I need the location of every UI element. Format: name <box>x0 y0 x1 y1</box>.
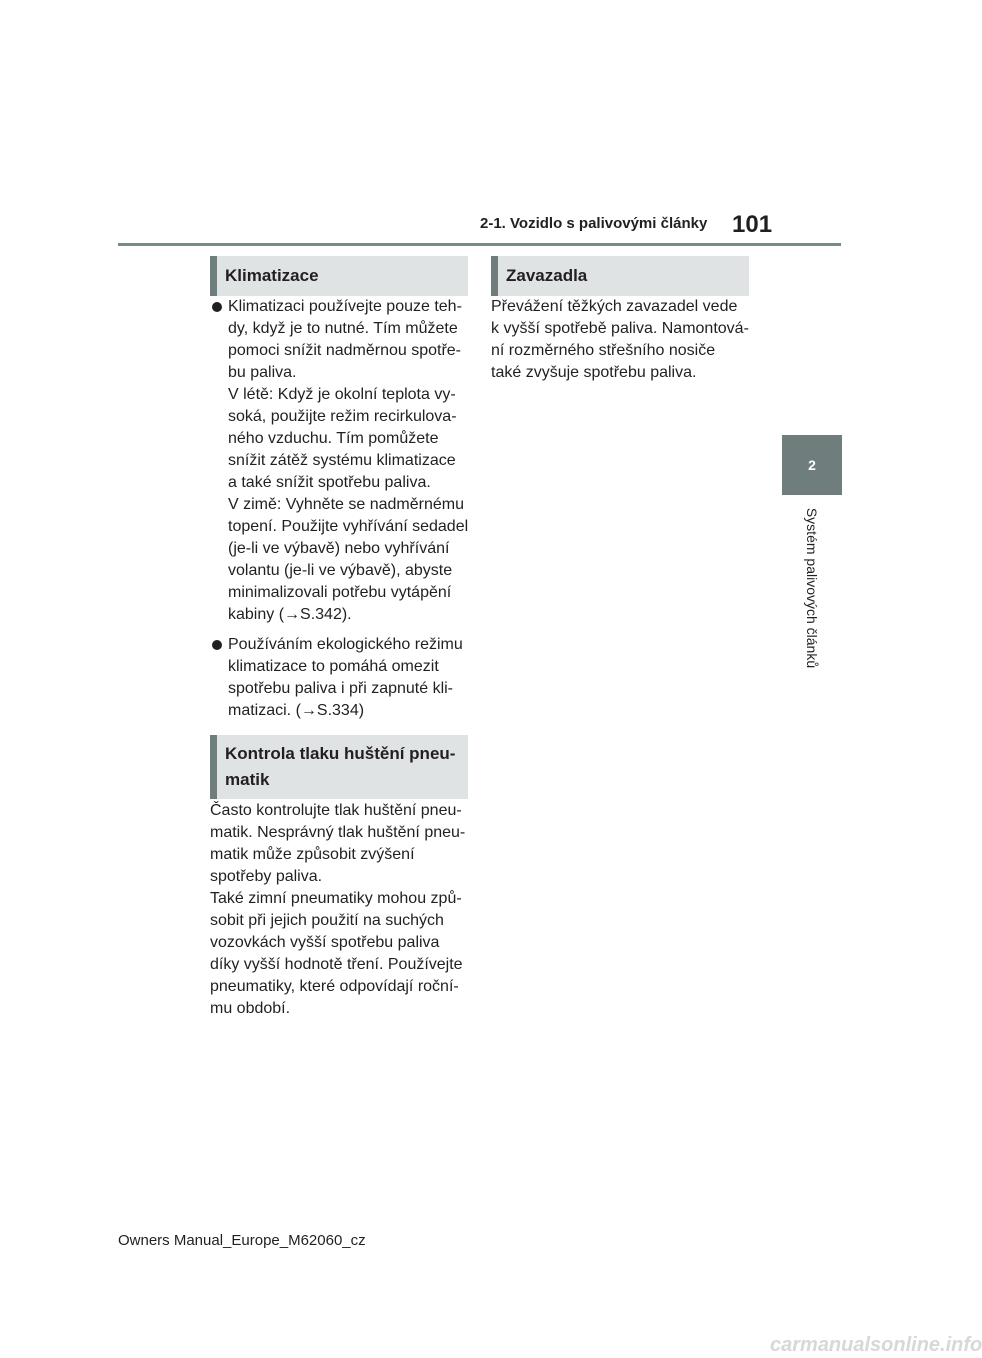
chapter-side-title-text: Systém palivových článků <box>804 507 820 669</box>
watermark: carmanualsonline.info <box>770 1334 982 1356</box>
page-number: 101 <box>732 211 773 238</box>
heading-kontrola-tlaku: Kontrola tlaku huštění pneu- matik <box>210 735 468 799</box>
heading-klimatizace: Klimatizace <box>210 256 468 296</box>
zavazadla-body: Převážení těžkých zavazadel vede k vyšší spotřebě paliva. Namontová- ní rozměrného střešního nosiče také zvyšuje spotřebu paliva. <box>491 298 749 381</box>
footer-manual-id: Owners Manual_Europe_M62060_cz <box>118 1232 366 1249</box>
kontrola-tlaku-body: Často kontrolujte tlak huštění pneu- matik. Nesprávný tlak huštění pneu- matik může způsobit zvýšení spotřeby paliva. Také zimní pneumatiky mohou způ- sobit při jejich použití na suchých vozovkách vyšší spotřebu paliva díky vyšší hodnotě tření. Používejte pneumatiky, které odpovídají roční- mu období. <box>210 802 466 1017</box>
bullet-item: Klimatizaci používejte pouze teh- dy, když je to nutné. Tím můžete pomoci snížit nadměrnou spotře- bu paliva. V létě: Když je okolní teplota vy- soká, použijte režim recirkulova- ného vzduchu. Tím pomůžete snížit zátěž systému klimatizace a také snížit spotřebu paliva. V zimě: Vyhněte se nadměrnému topení. Použijte vyhřívání sedadel (je-li ve výbavě) nebo vyhřívání volantu (je-li ve výbavě), abyste minimalizovali potřebu vytápění kabiny (→S.342). <box>210 296 472 626</box>
heading-zavazadla: Zavazadla <box>491 256 749 296</box>
bullet-item: Používáním ekologického režimu klimatizace to pomáhá omezit spotřebu paliva i při zapnuté kli- matizaci. (→S.334) <box>210 634 472 722</box>
klimatizace-body <box>210 296 472 722</box>
header-divider <box>118 243 841 246</box>
cross-reference-link[interactable]: kabiny (→S.342). <box>228 606 352 623</box>
section-header-title: 2-1. Vozidlo s palivovými články <box>480 215 708 232</box>
chapter-tab-number: 2 <box>782 435 842 495</box>
cross-reference-link[interactable]: matizaci. (→S.334) <box>228 702 365 719</box>
